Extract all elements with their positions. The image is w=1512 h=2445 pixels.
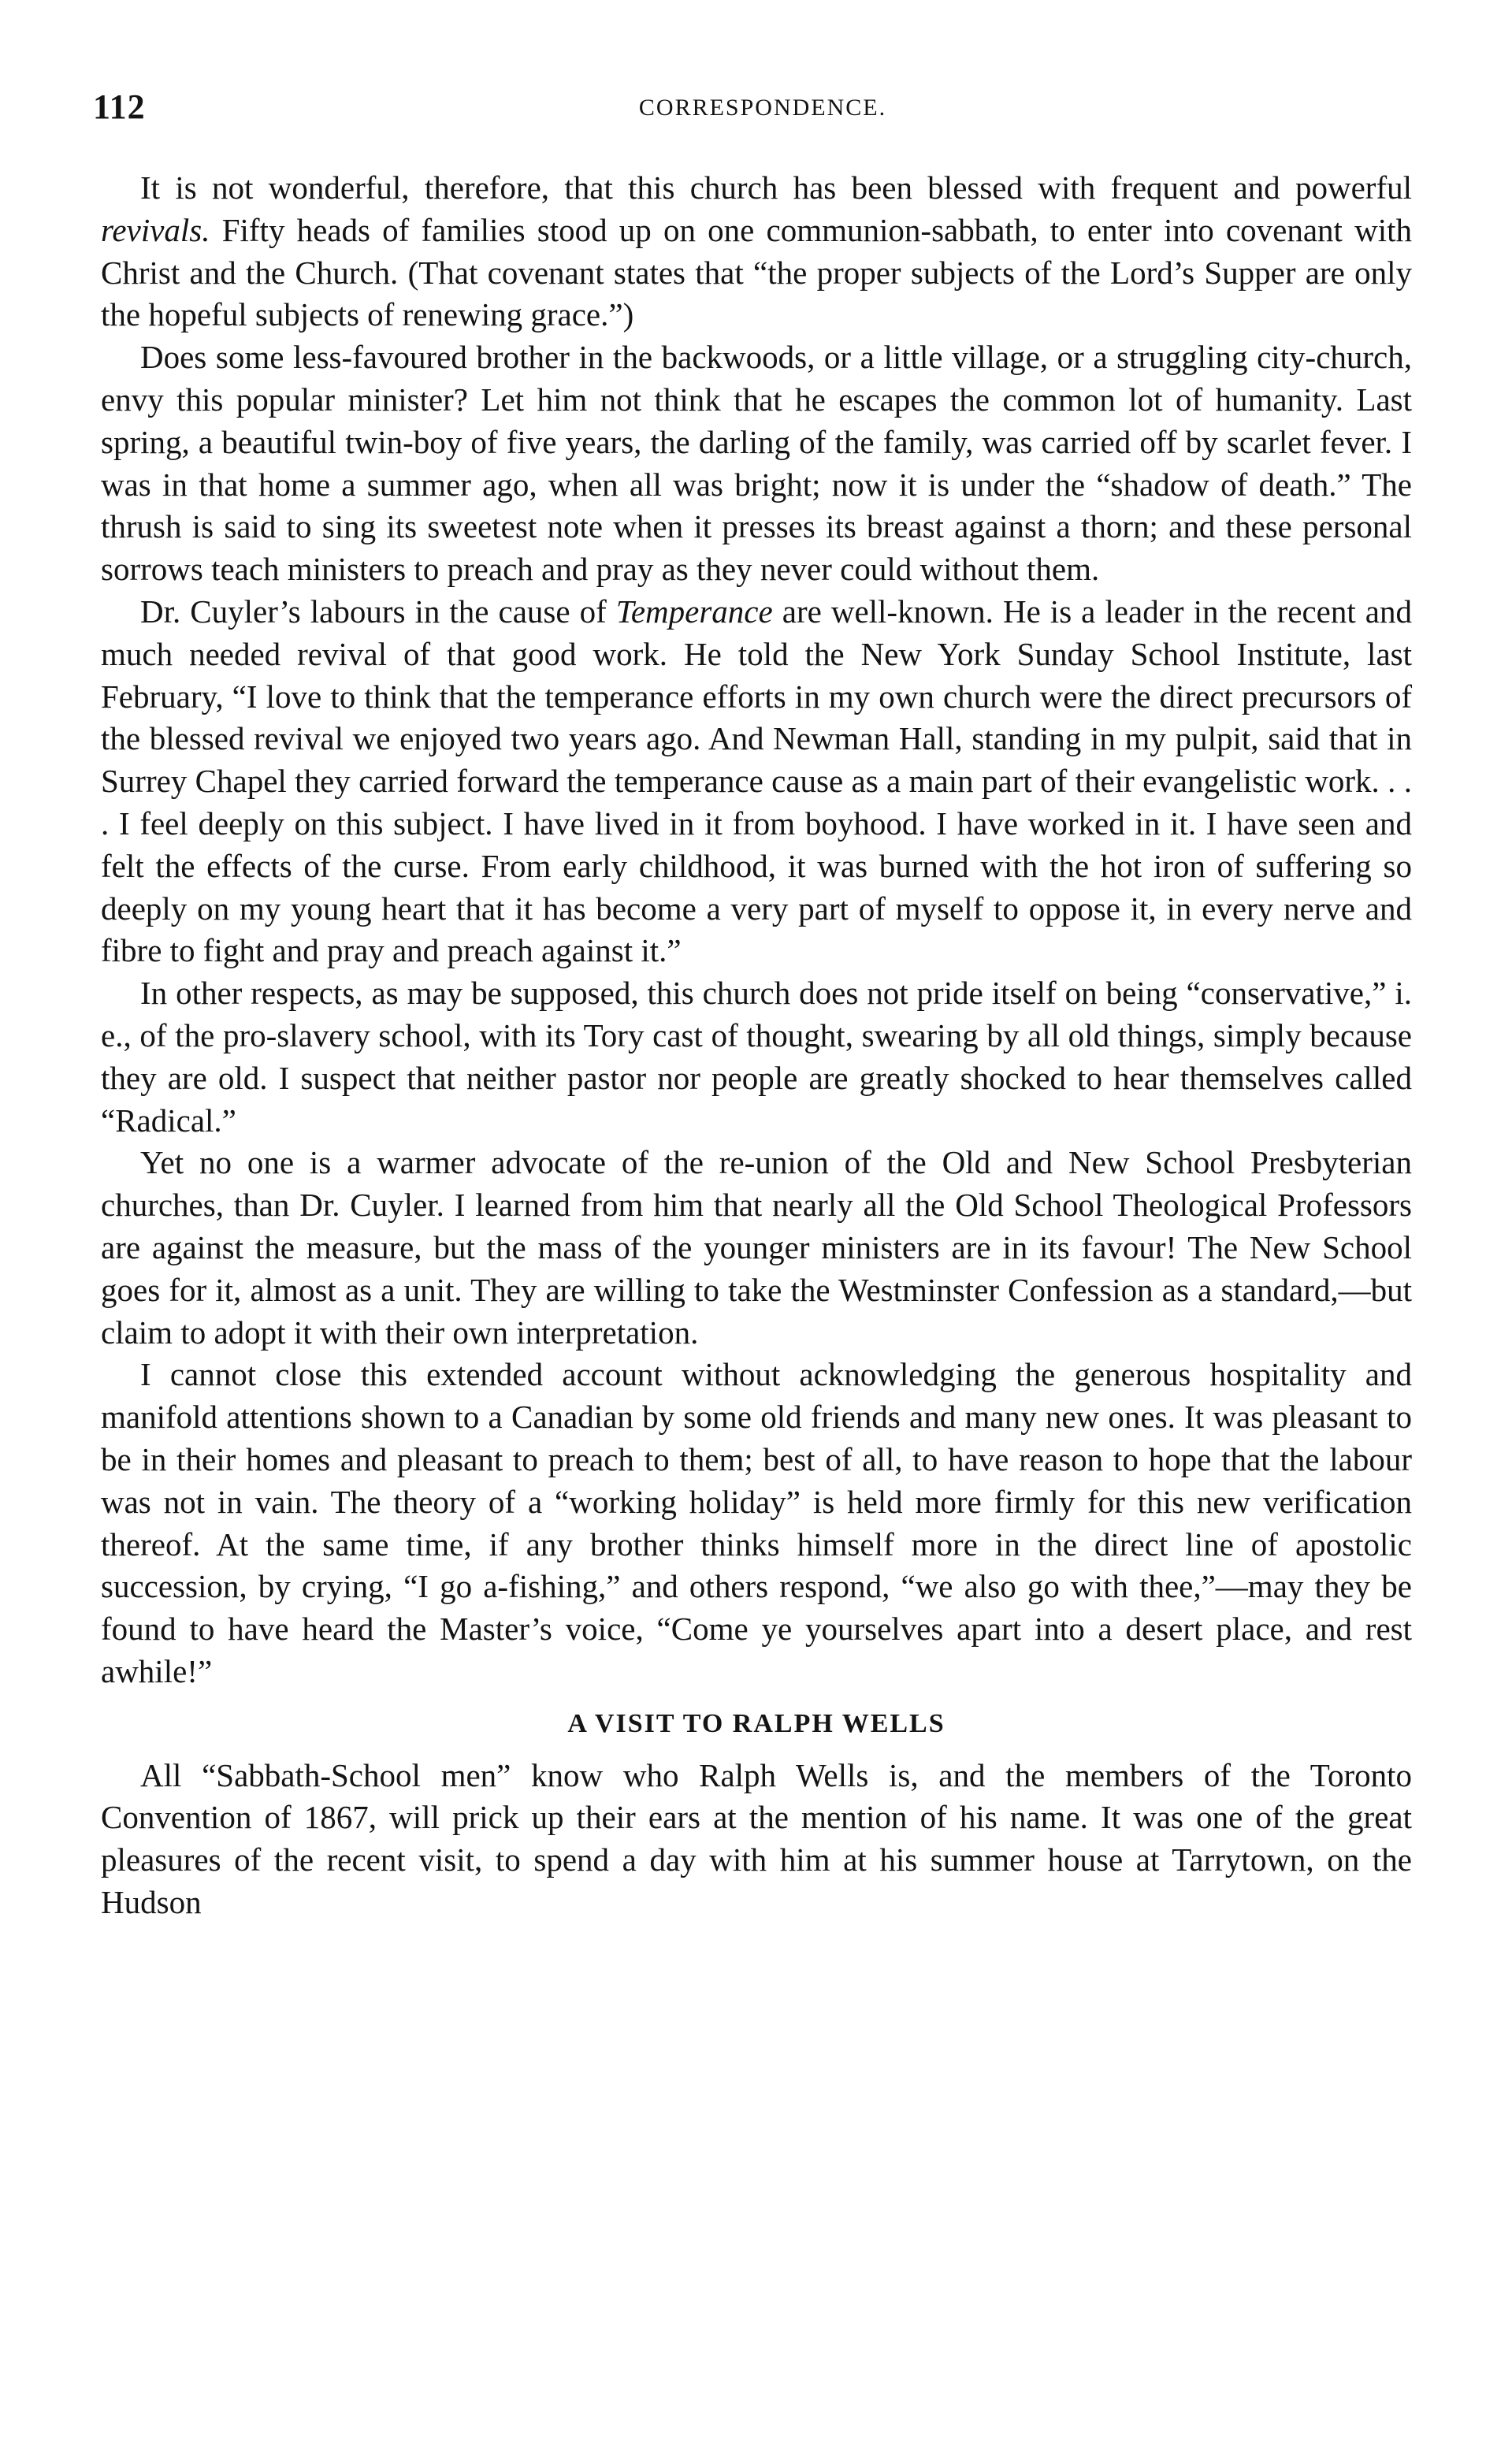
page-number: 112 bbox=[93, 87, 146, 126]
paragraph-conservative bbox=[101, 972, 1412, 1142]
paragraph-temperance bbox=[101, 591, 1412, 972]
section-heading: CORRESPONDENCE. bbox=[638, 95, 887, 121]
article-title: A VISIT TO RALPH WELLS bbox=[567, 1708, 945, 1738]
paragraph-hospitality bbox=[101, 1354, 1412, 1693]
paragraph-text: All “Sabbath-School men” know who Ralph Wells is, and the members of the Toronto Convention of 1867, will prick up their ears at the mention of his name. It was one of the great pleasures of the recent visit, to spend a day with him at his summer house at Tarrytown, on the Hudson bbox=[101, 1756, 1412, 1921]
paragraph-text: Dr. Cuyler’s labours in the cause of bbox=[140, 593, 616, 630]
italic-term: revivals. bbox=[101, 211, 210, 248]
paragraph-revivals bbox=[101, 167, 1412, 336]
paragraph-text: are well-known. He is a leader in the recent and much needed revival of that good work. He told the New York Sunday School Institute, last February, “I love to think that the temperance efforts in my own church were the direct precursors of the blessed revival we enjoyed two years ago. And Newman Hall, standing in my pulpit, said that in Surrey Chapel they carried forward the temperance cause as a main part of their evangelistic work. . . . I feel deeply on this subject. I have lived in it from boyhood. I have worked in it. I have seen and felt the effects of the curse. From early childhood, it was burned with the hot iron of suffering so deeply on my young heart that it has become a very part of myself to oppose it, in every nerve and fibre to fight and pray and preach against it.” bbox=[101, 593, 1412, 969]
running-head bbox=[93, 87, 1432, 134]
paragraph-text: Yet no one is a warmer advocate of the re-union of the Old and New School Presbyterian churches, than Dr. Cuyler. I learned from him that nearly all the Old School Theological Professors are against the measure, but the mass of the younger ministers are in its favour! The New School goes for it, almost as a unit. They are willing to take the Westminster Confession as a standard,—but claim to adopt it with their own interpretation. bbox=[101, 1144, 1412, 1351]
paragraph-text: It is not wonderful, therefore, that this church has been blessed with frequent and powerful bbox=[140, 169, 1412, 206]
italic-term: Temperance bbox=[615, 593, 773, 630]
paragraph-reunion bbox=[101, 1142, 1412, 1354]
paragraph-text: Does some less-favoured brother in the backwoods, or a little village, or a struggling city-church, envy this popular minister? Let him not think that he escapes the common lot of humanity. Last spring, a beautiful twin-boy of five years, the darling of the family, was carried off by scarlet fever. I was in that home a summer ago, when all was bright; now it is under the “shadow of death.” The thrush is said to sing its sweetest note when it presses its breast against a thorn; and these personal sorrows teach ministers to preach and pray as they never could without them. bbox=[101, 339, 1412, 588]
paragraph-text: I cannot close this extended account without acknowledging the generous hospitality and manifold attentions shown to a Canadian by some old friends and many new ones. It was pleasant to be in their homes and pleasant to preach to them; best of all, to have reason to hope that the labour was not in vain. The theory of a “working holiday” is held more firmly for this new verification thereof. At the same time, if any brother thinks himself more in the direct line of apostolic succession, by crying, “I go a-fishing,” and others respond, “we also go with thee,”—may they be found to have heard the Master’s voice, “Come ye yourselves apart into a desert place, and rest awhile!” bbox=[101, 1356, 1412, 1689]
paragraph-ralph-wells bbox=[101, 1755, 1412, 1924]
paragraph-text: In other respects, as may be supposed, this church does not pride itself on being “conservative,” i. e., of the pro-slavery school, with its Tory cast of thought, swearing by all old things, simply because they are old. I suspect that neither pastor nor people are greatly shocked to hear themselves called “Radical.” bbox=[101, 975, 1412, 1139]
body-text bbox=[101, 167, 1412, 1924]
paragraph-personal-sorrow bbox=[101, 336, 1412, 591]
paragraph-text: Fifty heads of families stood up on one communion-sabbath, to enter into covenant with Christ and the Church. (That covenant states that “the proper subjects of the Lord’s Supper are only the hopeful subjects of renewing grace.”) bbox=[101, 211, 1412, 333]
